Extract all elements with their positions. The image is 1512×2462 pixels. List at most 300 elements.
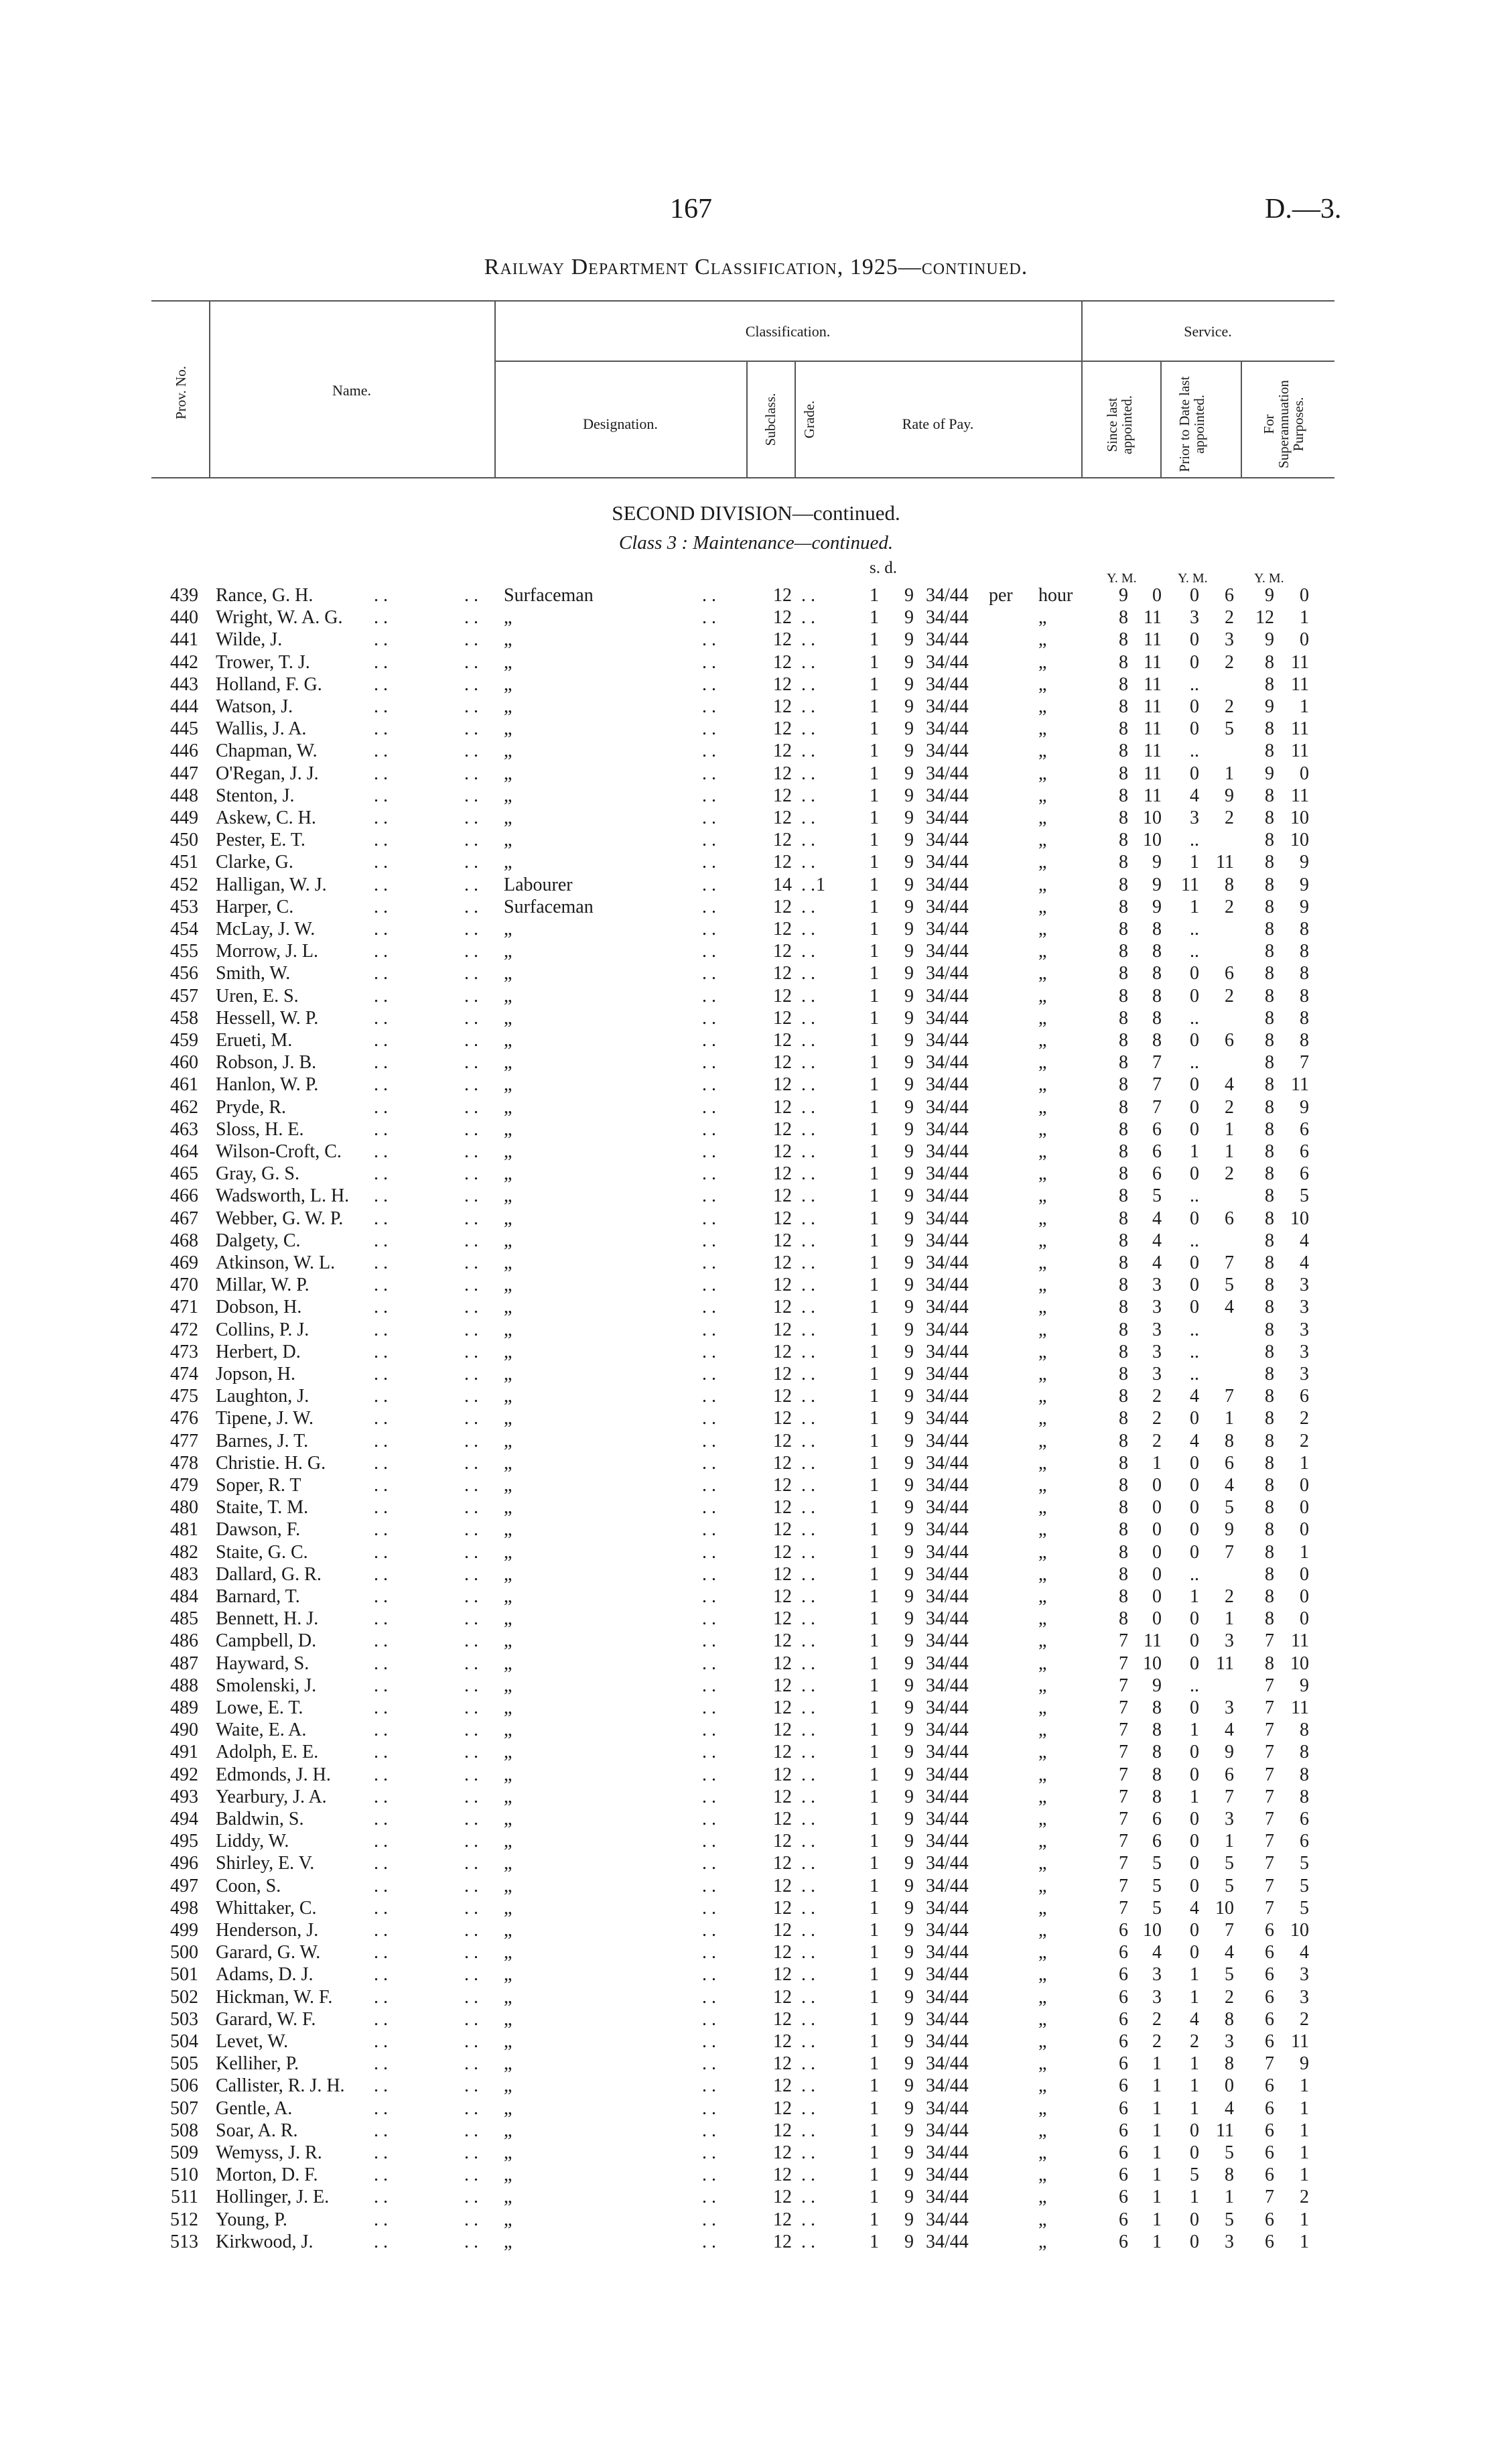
- since-last-years: 8: [1119, 1341, 1128, 1362]
- leader-dots: . .: [702, 1074, 716, 1096]
- prior-years: ..: [1190, 1319, 1199, 1340]
- since-last-months: 0: [1152, 1475, 1162, 1496]
- rate-pence: 9: [904, 1297, 914, 1318]
- leader-dots: . .: [464, 1920, 478, 1941]
- since-last-months: 4: [1152, 1230, 1162, 1251]
- rate-pence: 9: [904, 2075, 914, 2097]
- leader-dots: . .: [801, 1185, 815, 1207]
- superannuation-years: 9: [1265, 763, 1274, 784]
- rate-fraction: 34/44: [926, 1586, 969, 1607]
- superannuation-years: 8: [1265, 1297, 1274, 1318]
- prior-years: 0: [1190, 1742, 1199, 1763]
- prov-no: 482: [170, 1541, 198, 1563]
- superannuation-months: 5: [1300, 1853, 1309, 1874]
- superannuation-months: 3: [1300, 1297, 1309, 1318]
- since-last-months: 0: [1152, 1563, 1162, 1585]
- leader-dots: . .: [702, 852, 716, 873]
- leader-dots: . .: [801, 852, 815, 873]
- prov-no: 440: [170, 607, 198, 629]
- rate-shillings: 1: [870, 1341, 879, 1362]
- superannuation-months: 3: [1300, 1341, 1309, 1362]
- leader-dots: . .: [374, 1519, 388, 1541]
- table-row: [0, 1496, 1512, 1518]
- superannuation-months: 7: [1300, 1052, 1309, 1074]
- employee-name: Barnard, T.: [216, 1586, 300, 1607]
- prior-years: 0: [1190, 1252, 1199, 1273]
- rate-shillings: 1: [870, 1386, 879, 1407]
- rate-fraction: 34/44: [926, 2187, 969, 2208]
- since-last-months: 0: [1152, 1497, 1162, 1518]
- rate-shillings: 1: [870, 2031, 879, 2052]
- designation: „: [504, 696, 512, 717]
- superannuation-years: 8: [1265, 1141, 1274, 1162]
- subclass: 12: [773, 1319, 792, 1340]
- superannuation-months: 4: [1300, 1942, 1309, 1963]
- since-last-years: 8: [1119, 629, 1128, 651]
- rate-shillings: 1: [870, 1118, 879, 1140]
- since-last-months: 5: [1152, 1185, 1162, 1207]
- prior-years: 0: [1190, 1208, 1199, 1229]
- leader-dots: . .: [702, 651, 716, 673]
- rate-hour: „: [1038, 852, 1047, 873]
- rate-fraction: 34/44: [926, 1319, 969, 1340]
- rate-pence: 9: [904, 1897, 914, 1919]
- table-row: [0, 829, 1512, 851]
- prov-no: 475: [170, 1386, 198, 1407]
- leader-dots: . .: [464, 1831, 478, 1852]
- rate-fraction: 34/44: [926, 740, 969, 762]
- designation: „: [504, 1720, 512, 1741]
- designation: „: [504, 1586, 512, 1607]
- since-last-months: 4: [1152, 1208, 1162, 1229]
- superannuation-years: 6: [1265, 1964, 1274, 1986]
- leader-dots: . .: [801, 1364, 815, 1384]
- prior-months: 8: [1225, 2053, 1234, 2075]
- superannuation-years: 8: [1265, 1408, 1274, 1429]
- prov-no: 501: [170, 1964, 198, 1986]
- rate-fraction: 34/44: [926, 696, 969, 717]
- prior-years: 0: [1190, 1475, 1199, 1496]
- table-row: [0, 1563, 1512, 1585]
- leader-dots: . .: [702, 1096, 716, 1118]
- leader-dots: . .: [702, 985, 716, 1007]
- since-last-months: 8: [1152, 963, 1162, 984]
- subclass: 12: [773, 1608, 792, 1630]
- since-last-months: 11: [1144, 785, 1162, 806]
- designation: „: [504, 1986, 512, 2008]
- prior-years: 0: [1190, 963, 1199, 984]
- rate-fraction: 34/44: [926, 1720, 969, 1741]
- leader-dots: . .: [374, 2008, 388, 2030]
- superannuation-years: 8: [1265, 830, 1274, 851]
- prior-months: 6: [1225, 1208, 1234, 1229]
- leader-dots: . .: [374, 1497, 388, 1518]
- prior-years: 1: [1190, 1786, 1199, 1807]
- subclass: 12: [773, 1831, 792, 1852]
- designation: Surfaceman: [504, 896, 594, 917]
- leader-dots: . .: [801, 1986, 815, 2008]
- since-last-years: 6: [1119, 2008, 1128, 2030]
- employee-name: Wemyss, J. R.: [216, 2142, 322, 2163]
- since-last-months: 2: [1152, 1430, 1162, 1451]
- since-last-months: 3: [1152, 1297, 1162, 1318]
- leader-dots: . .: [374, 1809, 388, 1829]
- rate-shillings: 1: [870, 1720, 879, 1741]
- since-last-years: 8: [1119, 1163, 1128, 1185]
- since-last-months: 3: [1152, 1964, 1162, 1986]
- superannuation-years: 8: [1265, 718, 1274, 740]
- superannuation-years: 7: [1265, 1764, 1274, 1785]
- prov-no: 499: [170, 1920, 198, 1941]
- rate-shillings: 1: [870, 1986, 879, 2008]
- leader-dots: . .: [801, 2120, 815, 2141]
- superannuation-years: 8: [1265, 1364, 1274, 1384]
- rate-hour: „: [1038, 2164, 1047, 2186]
- leader-dots: . .: [702, 1230, 716, 1251]
- since-last-months: 3: [1152, 1341, 1162, 1362]
- prov-no: 442: [170, 651, 198, 673]
- employee-name: Adolph, E. E.: [216, 1742, 319, 1763]
- superannuation-years: 8: [1265, 1541, 1274, 1563]
- rate-hour: „: [1038, 1586, 1047, 1607]
- designation: „: [504, 1831, 512, 1852]
- designation: „: [504, 1675, 512, 1696]
- leader-dots: . .: [464, 1519, 478, 1541]
- subclass: 12: [773, 1118, 792, 1140]
- superannuation-months: 1: [1300, 2142, 1309, 2163]
- rate-shillings: 1: [870, 963, 879, 984]
- prov-no: 455: [170, 941, 198, 962]
- subclass: 12: [773, 1074, 792, 1096]
- since-last-years: 8: [1119, 1185, 1128, 1207]
- since-last-years: 8: [1119, 1297, 1128, 1318]
- subclass: 12: [773, 673, 792, 695]
- employee-name: Lowe, E. T.: [216, 1697, 303, 1718]
- employee-name: Webber, G. W. P.: [216, 1208, 344, 1229]
- rate-shillings: 1: [870, 1675, 879, 1696]
- prior-years: 4: [1190, 1430, 1199, 1451]
- employee-name: Dawson, F.: [216, 1519, 301, 1541]
- table-row: [0, 1719, 1512, 1741]
- leader-dots: . .: [801, 1386, 815, 1407]
- table-row: [0, 1385, 1512, 1407]
- since-last-months: 6: [1152, 1141, 1162, 1162]
- table-row: [0, 1341, 1512, 1363]
- designation: „: [504, 1809, 512, 1829]
- rate-pence: 9: [904, 1497, 914, 1518]
- subclass: 12: [773, 1475, 792, 1496]
- designation: „: [504, 2031, 512, 2052]
- table-row: [0, 785, 1512, 807]
- rate-pence: 9: [904, 2164, 914, 2186]
- leader-dots: . .: [464, 629, 478, 651]
- employee-name: Wallis, J. A.: [216, 718, 307, 740]
- since-last-months: 11: [1144, 718, 1162, 740]
- leader-dots: . .: [801, 1809, 815, 1829]
- superannuation-months: 6: [1300, 1118, 1309, 1140]
- leader-dots: . .: [702, 830, 716, 851]
- superannuation-years: 8: [1265, 874, 1274, 895]
- table-row: [0, 1986, 1512, 2008]
- rate-hour: „: [1038, 2142, 1047, 2163]
- rate-fraction: 34/44: [926, 941, 969, 962]
- designation: „: [504, 1297, 512, 1318]
- designation: „: [504, 1364, 512, 1384]
- rate-pence: 9: [904, 963, 914, 984]
- rate-shillings: 1: [870, 1208, 879, 1229]
- leader-dots: . .: [374, 1297, 388, 1318]
- prov-no: 493: [170, 1786, 198, 1807]
- prov-no: 502: [170, 1986, 198, 2008]
- since-last-years: 8: [1119, 830, 1128, 851]
- leader-dots: . .: [374, 1185, 388, 1207]
- subclass: 12: [773, 2187, 792, 2208]
- prov-no: 508: [170, 2120, 198, 2141]
- superannuation-months: 10: [1290, 1208, 1309, 1229]
- subclass: 12: [773, 1141, 792, 1162]
- rate-fraction: 34/44: [926, 1275, 969, 1296]
- prior-months: 11: [1216, 852, 1234, 873]
- employee-name: O'Regan, J. J.: [216, 763, 319, 784]
- leader-dots: . .: [801, 1430, 815, 1451]
- leader-dots: . .: [702, 1497, 716, 1518]
- subclass: 12: [773, 1653, 792, 1674]
- rate-hour: „: [1038, 1563, 1047, 1585]
- leader-dots: . .: [374, 1252, 388, 1273]
- superannuation-months: 1: [1300, 1452, 1309, 1474]
- subclass: 12: [773, 1897, 792, 1919]
- rate-hour: „: [1038, 607, 1047, 629]
- since-last-years: 7: [1119, 1809, 1128, 1829]
- designation: „: [504, 1141, 512, 1162]
- employee-name: Chapman, W.: [216, 740, 318, 762]
- designation: „: [504, 1163, 512, 1185]
- superannuation-years: 6: [1265, 1920, 1274, 1941]
- prior-years: 0: [1190, 2231, 1199, 2252]
- rate-hour: „: [1038, 985, 1047, 1007]
- since-last-years: 6: [1119, 2053, 1128, 2075]
- superannuation-months: 11: [1291, 1697, 1309, 1718]
- rate-shillings: 1: [870, 1608, 879, 1630]
- designation: „: [504, 1007, 512, 1029]
- rate-hour: „: [1038, 651, 1047, 673]
- designation: „: [504, 941, 512, 962]
- header-prov-no: Prov. No.: [173, 366, 189, 419]
- leader-dots: . .: [464, 1897, 478, 1919]
- employee-name: Millar, W. P.: [216, 1275, 310, 1296]
- rate-pence: 9: [904, 585, 914, 606]
- leader-dots: . .: [464, 1275, 478, 1296]
- prov-no: 511: [171, 2187, 198, 2208]
- table-row: [0, 606, 1512, 629]
- leader-dots: . .: [702, 2231, 716, 2252]
- leader-dots: . .: [702, 1697, 716, 1718]
- rate-fraction: 34/44: [926, 807, 969, 828]
- rate-pence: 9: [904, 1341, 914, 1362]
- leader-dots: . .: [374, 651, 388, 673]
- since-last-months: 8: [1152, 1786, 1162, 1807]
- superannuation-months: 8: [1300, 1030, 1309, 1051]
- rate-fraction: 34/44: [926, 607, 969, 629]
- superannuation-years: 8: [1265, 1185, 1274, 1207]
- leader-dots: . .: [702, 2209, 716, 2230]
- superannuation-years: 8: [1265, 1074, 1274, 1096]
- prior-months: 2: [1225, 1986, 1234, 2008]
- prior-months: 5: [1225, 718, 1234, 740]
- leader-dots: . .: [464, 2142, 478, 2163]
- rate-shillings: 1: [870, 1809, 879, 1829]
- subclass: 12: [773, 1563, 792, 1585]
- superannuation-months: 8: [1300, 1720, 1309, 1741]
- rate-hour: „: [1038, 1297, 1047, 1318]
- leader-dots: . .: [464, 696, 478, 717]
- table-row: [0, 1407, 1512, 1429]
- leader-dots: . .: [702, 2075, 716, 2097]
- leader-dots: . .: [374, 2231, 388, 2252]
- since-last-months: 7: [1152, 1074, 1162, 1096]
- rate-shillings: 1: [870, 830, 879, 851]
- leader-dots: . .: [702, 1052, 716, 1074]
- superannuation-years: 8: [1265, 1030, 1274, 1051]
- rate-hour: „: [1038, 830, 1047, 851]
- leader-dots: . .: [464, 1653, 478, 1674]
- service-rule: [1081, 361, 1334, 362]
- designation: „: [504, 651, 512, 673]
- rate-fraction: 34/44: [926, 1541, 969, 1563]
- since-last-months: 10: [1143, 830, 1162, 851]
- col-divider: [1160, 361, 1162, 477]
- rate-pence: 9: [904, 1697, 914, 1718]
- superannuation-years: 7: [1265, 2187, 1274, 2208]
- rate-fraction: 34/44: [926, 1630, 969, 1652]
- leader-dots: . .: [374, 718, 388, 740]
- since-last-months: 6: [1152, 1118, 1162, 1140]
- prov-no: 449: [170, 807, 198, 828]
- leader-dots: . .: [702, 874, 716, 895]
- superannuation-months: 5: [1300, 1875, 1309, 1896]
- designation: „: [504, 1786, 512, 1807]
- designation: „: [504, 2142, 512, 2163]
- rate-hour: „: [1038, 1030, 1047, 1051]
- rate-hour: „: [1038, 2120, 1047, 2141]
- rate-fraction: 34/44: [926, 1408, 969, 1429]
- table-row: [0, 1474, 1512, 1496]
- leader-dots: . .: [374, 919, 388, 940]
- rate-hour: „: [1038, 1742, 1047, 1763]
- prior-years: ..: [1190, 673, 1199, 695]
- leader-dots: . .: [374, 1118, 388, 1140]
- employee-name: Soper, R. T: [216, 1475, 301, 1496]
- leader-dots: . .: [702, 2187, 716, 2208]
- leader-dots: . .: [801, 2231, 815, 2252]
- since-last-months: 8: [1152, 1720, 1162, 1741]
- since-last-years: 8: [1119, 607, 1128, 629]
- rate-shillings: 1: [870, 785, 879, 806]
- prior-months: 7: [1225, 1920, 1234, 1941]
- prior-months: 7: [1225, 1541, 1234, 1563]
- subclass: 12: [773, 1163, 792, 1185]
- superannuation-months: 0: [1300, 1563, 1309, 1585]
- leader-dots: . .: [702, 1653, 716, 1674]
- leader-dots: . .: [374, 2120, 388, 2141]
- employee-name: Stenton, J.: [216, 785, 295, 806]
- employee-name: Clarke, G.: [216, 852, 293, 873]
- leader-dots: . .: [801, 2209, 815, 2230]
- rate-hour: „: [1038, 2031, 1047, 2052]
- table-row: [0, 584, 1512, 606]
- designation: „: [504, 1897, 512, 1919]
- subclass: 12: [773, 1364, 792, 1384]
- employee-name: Shirley, E. V.: [216, 1853, 315, 1874]
- prov-no: 452: [170, 874, 198, 895]
- superannuation-months: 9: [1300, 1096, 1309, 1118]
- rate-hour: „: [1038, 1452, 1047, 1474]
- prior-months: 1: [1225, 1141, 1234, 1162]
- subclass: 12: [773, 629, 792, 651]
- since-last-years: 8: [1119, 1452, 1128, 1474]
- leader-dots: . .: [464, 919, 478, 940]
- employee-name: Trower, T. J.: [216, 651, 310, 673]
- superannuation-years: 8: [1265, 1252, 1274, 1273]
- since-last-years: 6: [1119, 2164, 1128, 2186]
- rate-hour: „: [1038, 1364, 1047, 1384]
- rate-pence: 9: [904, 1118, 914, 1140]
- since-last-months: 6: [1152, 1831, 1162, 1852]
- leader-dots: . .: [464, 1809, 478, 1829]
- since-last-years: 7: [1119, 1897, 1128, 1919]
- rate-shillings: 1: [870, 1364, 879, 1384]
- table-row: [0, 1919, 1512, 1941]
- leader-dots: . .: [464, 963, 478, 984]
- rate-fraction: 34/44: [926, 919, 969, 940]
- rate-fraction: 34/44: [926, 1853, 969, 1874]
- superannuation-years: 6: [1265, 2209, 1274, 2230]
- leader-dots: . .: [464, 1563, 478, 1585]
- superannuation-months: 10: [1290, 830, 1309, 851]
- subclass: 12: [773, 1230, 792, 1251]
- prior-months: 11: [1216, 1653, 1234, 1674]
- prior-months: 1: [1225, 2187, 1234, 2208]
- rate-fraction: 34/44: [926, 1697, 969, 1718]
- prov-no: 489: [170, 1697, 198, 1718]
- rate-pence: 9: [904, 1942, 914, 1963]
- leader-dots: . .: [374, 896, 388, 917]
- leader-dots: . .: [801, 1141, 815, 1162]
- leader-dots: . .: [702, 1341, 716, 1362]
- designation: „: [504, 1319, 512, 1340]
- subclass: 12: [773, 651, 792, 673]
- leader-dots: . .: [464, 985, 478, 1007]
- rate-shillings: 1: [870, 1475, 879, 1496]
- table-row: [0, 1585, 1512, 1608]
- rate-pence: 9: [904, 740, 914, 762]
- since-last-years: 8: [1119, 1118, 1128, 1140]
- prior-years: 0: [1190, 1942, 1199, 1963]
- rate-pence: 9: [904, 1096, 914, 1118]
- prior-months: 9: [1225, 1742, 1234, 1763]
- leader-dots: . .: [464, 1786, 478, 1807]
- prior-years: 0: [1190, 1275, 1199, 1296]
- leader-dots: . .: [702, 1364, 716, 1384]
- leader-dots: . .: [702, 1563, 716, 1585]
- designation: „: [504, 1386, 512, 1407]
- rate-hour: „: [1038, 1942, 1047, 1963]
- prior-months: 9: [1225, 785, 1234, 806]
- leader-dots: . .: [374, 1163, 388, 1185]
- leader-dots: . .: [702, 1586, 716, 1607]
- table-row: [0, 2209, 1512, 2231]
- superannuation-years: 8: [1265, 1096, 1274, 1118]
